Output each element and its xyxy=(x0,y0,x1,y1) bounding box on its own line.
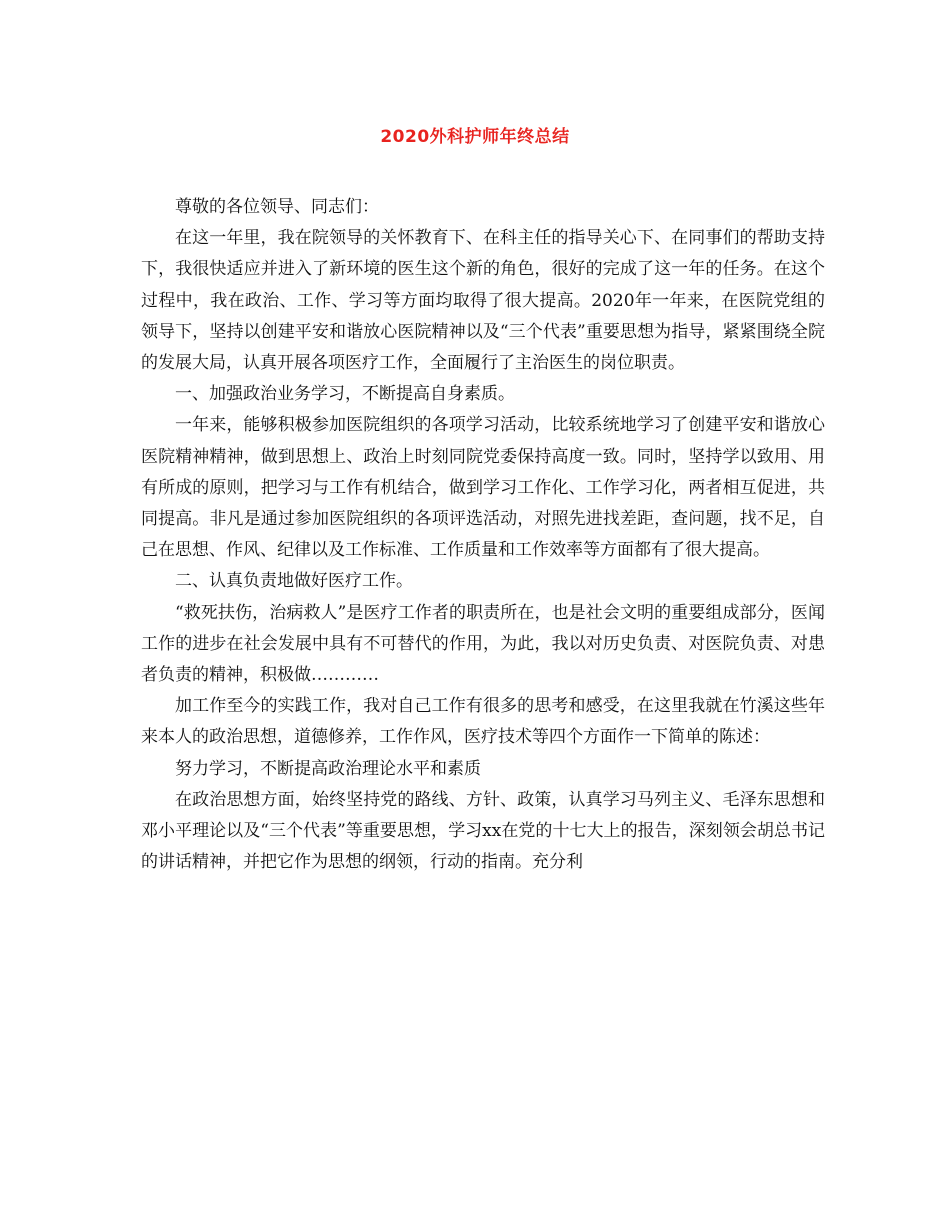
paragraph-section-1: 一年来，能够积极参加医院组织的各项学习活动，比较系统地学习了创建平安和谐放心医院精神精神，做到思想上、政治上时刻同院党委保持高度一致。同时，坚持学以致用、用有所成的原则，把学习与工作有机结合，做到学习工作化、工作学习化，两者相互促进，共同提高。非凡是通过参加医院组织的各项评选活动，对照先进找差距，查问题，找不足，自己在思想、作风、纪律以及工作标准、工作质量和工作效率等方面都有了很大提高。 xyxy=(141,415,825,561)
paragraph-intro: 在这一年里，我在院领导的关怀教育下、在科主任的指导关心下、在同事们的帮助支持下，我很快适应并进入了新环境的医生这个新的角色，很好的完成了这一年的任务。在这个过程中，我在政治、工作、学习等方面均取得了很大提高。2020年一年来，在医院党组的领导下，坚持以创建平安和谐放心医院精神以及“三个代表”重要思想为指导，紧紧围绕全院的发展大局，认真开展各项医疗工作，全面履行了主治医生的岗位职责。 xyxy=(141,228,825,374)
paragraph-salutation: 尊敬的各位领导、同志们： xyxy=(175,197,379,217)
paragraph-reflection: 加工作至今的实践工作，我对自己工作有很多的思考和感受，在这里我就在竹溪这些年来本人的政治思想，道德修养，工作作风，医疗技术等四个方面作一下简单的陈述： xyxy=(141,696,825,748)
document-title: 2020外科护师年终总结 xyxy=(380,127,570,147)
section-heading-2: 二、认真负责地做好医疗工作。 xyxy=(175,571,413,592)
paragraph-section-2: “救死扶伤，治病救人”是医疗工作者的职责所在，也是社会文明的重要组成部分，医闻工作的进步在社会发展中具有不可替代的作用，为此，我以对历史负责、对医院负责、对患者负责的精神，积极做………… xyxy=(141,602,825,686)
paragraph-politics: 在政治思想方面，始终坚持党的路线、方针、政策，认真学习马列主义、毛泽东思想和邓小平理论以及“三个代表”等重要思想，学习xx在党的十七大上的报告，深刻领会胡总书记的讲话精神，并把它作为思想的纲领，行动的指南。充分利 xyxy=(141,789,825,873)
section-heading-3: 努力学习，不断提高政治理论水平和素质 xyxy=(175,758,481,779)
document-body xyxy=(141,192,825,878)
section-heading-1: 一、加强政治业务学习，不断提高自身素质。 xyxy=(175,384,515,405)
